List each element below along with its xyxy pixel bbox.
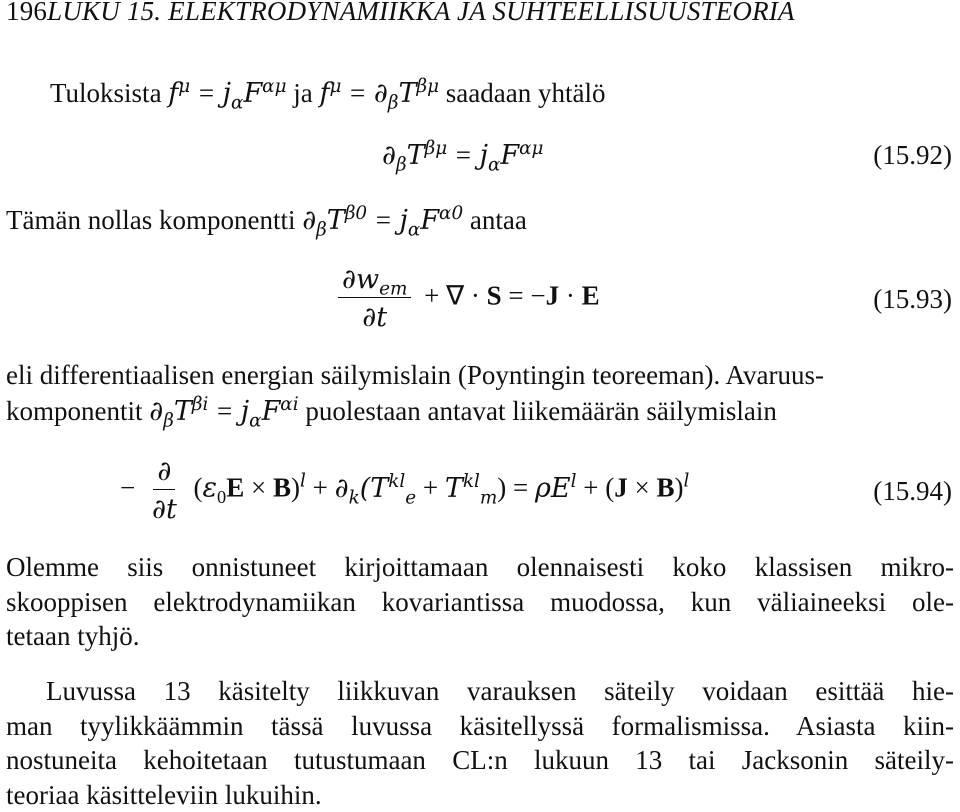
formula-f-dT: $f^\mu = \partial_\beta T^{\beta\mu}$ (319, 76, 440, 114)
space-components-line (6, 394, 777, 432)
fraction-dw-dt: $\frac{\partial w_{em}}{\partial t}$ (338, 264, 411, 333)
formula-zero-component: $\partial_\beta T^{\beta 0} = j_\alpha F^{\alpha 0}$ (302, 203, 464, 241)
paragraph-radiation (6, 674, 954, 812)
intro-joiner: ja (293, 78, 313, 108)
intro-line (50, 76, 606, 114)
intro-tail: saadaan yhtälö (445, 78, 606, 108)
paragraph-line: Olemme siis onnistuneet kirjoittamaan olennaisesti koko klassisen mikro- (6, 552, 954, 582)
chapter-title: LUKU 15. ELEKTRODYNAMIIKKA JA SUHTEELLISUUSTEORIA (47, 0, 795, 26)
intro-lead: Tuloksista (50, 78, 162, 108)
paragraph-line: teoriaa käsitteleviin lukuihin. (6, 779, 322, 810)
formula-f-jF: $f^\mu = j_\alpha F^{\alpha\mu}$ (168, 76, 287, 114)
equation-number-15-92: (15.92) (873, 140, 952, 170)
poynting-line: eli differentiaalisen energian säilymislain (Poyntingin teoreeman). Avaruus- (6, 360, 825, 390)
space-lead: komponentit (6, 396, 143, 426)
equation-number-15-94: (15.94) (873, 476, 952, 506)
paragraph-summary (6, 550, 954, 654)
equation-15-94: − $\frac{\partial}{\partial t}$ $(\varepsilon_0E \times B)^l + \partial_k(T^{kl}_e + T^{kl}_m) = \rho E^l + (J \times B)^l$ (120, 456, 690, 525)
paragraph-line: nostuneita kehoitetaan tutustumaan CL:n lukuun 13 tai Jacksonin säteily- (6, 745, 954, 775)
fraction-d-dt: $\frac{\partial}{\partial t}$ (151, 456, 177, 525)
equation-15-92: $\partial_\beta T^{\beta\mu} = j_\alpha F^{\alpha\mu}$ (382, 138, 544, 176)
paragraph-line: Luvussa 13 käsitelty liikkuvan varauksen säteily voidaan esittää hie- (46, 676, 954, 706)
paragraph-line: skooppisen elektrodynamiikan kovariantissa muodossa, kun väliaineeksi ole- (6, 586, 954, 617)
space-tail: puolestaan antavat liikemäärän säilymislain (305, 396, 777, 426)
zero-component-line (6, 203, 527, 241)
paragraph-line: tetaan tyhjö. (6, 621, 140, 651)
page-number: 196 (6, 0, 48, 26)
paragraph-line: man tyylikkäämmin tässä luvussa käsitellyssä formalismissa. Asiasta kiin- (6, 710, 954, 741)
zero-tail: antaa (469, 205, 527, 235)
running-header (6, 0, 795, 27)
zero-lead: Tämän nollas komponentti (6, 205, 296, 235)
equation-number-15-93: (15.93) (873, 284, 952, 314)
equation-15-93: $\frac{\partial w_{em}}{\partial t}$ + ∇ · S = −J · E (332, 264, 600, 333)
formula-space-components: $\partial_\beta T^{\beta i} = j_\alpha F^{\alpha i}$ (149, 394, 299, 432)
